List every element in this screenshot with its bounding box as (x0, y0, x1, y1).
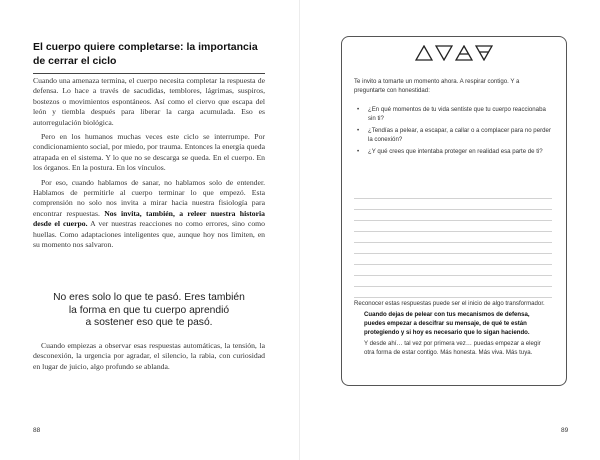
paragraph-3-end: A ver nuestras reacciones no como errores, sino como huellas. Como adaptaciones inteligentes que, aunque hoy nos limiten, en su momento nos salvaron. (33, 219, 265, 250)
elements-icon-row (342, 45, 566, 65)
chapter-title (33, 40, 268, 68)
writing-line (354, 221, 552, 232)
question-text: ¿Y qué crees que intentaba proteger en realidad esa parte de ti? (368, 148, 543, 155)
triangle-up-bar-icon (455, 45, 473, 61)
writing-line (354, 265, 552, 276)
question-text: ¿En qué momentos de tu vida sentiste que tu cuerpo reaccionaba sin ti? (368, 106, 546, 122)
paragraph-4: Cuando empiezas a observar esas respuestas automáticas, la tensión, la desconexión, la urgencia por agradar, el silencio, la rabia, con curiosidad en lugar de juicio, algo profundo se ablanda. (33, 341, 265, 371)
question-text: ¿Tendías a pelear, a escapar, a callar o a complacer para no perder la conexión? (368, 127, 551, 143)
bullet-icon: • (357, 106, 360, 113)
paragraph-3-bold: Nos invita, también, a releer nuestra historia desde el cuerpo. (33, 208, 265, 229)
writing-line (354, 276, 552, 287)
paragraph-1: Cuando una amenaza termina, el cuerpo necesita completar la respuesta de defensa. Lo hace a través de sacudidas, temblores, lágrimas, suspiros, bostezos o movimientos espontáneos. Así como el ciervo que escapa del león y tiembla después para liberar la carga acumulada. Eso es autorregulación biológica. (33, 76, 265, 127)
bullet-icon: • (357, 127, 360, 134)
writing-line (354, 199, 552, 210)
chapter-title-line-1: El cuerpo quiere completarse: la importancia (33, 41, 258, 53)
paragraph-2: Pero en los humanos muchas veces este ciclo se interrumpe. Por condicionamiento social, por miedo, por trauma. Entonces la energía queda atrapada en el sistema. Y lo que no se descarga se queda. En el cuerpo. En los órganos. En la postura. En los vínculos. (33, 132, 265, 173)
closing-line-3: Y desde ahí… tal vez por primera vez… puedas empezar a elegir otra forma de estar contigo. Más honesta. Más viva. Más tuya. (364, 340, 541, 356)
triangle-down-icon (435, 45, 453, 61)
bullet-icon: • (357, 148, 360, 155)
writing-line (354, 287, 552, 298)
pull-quote-line-3: a sostener eso que te pasó. (85, 317, 213, 328)
writing-lines (354, 188, 552, 298)
pull-quote-line-2: la forma en que tu cuerpo aprendió (68, 304, 230, 316)
triangle-up-icon (415, 45, 433, 61)
paragraph-3-start: Por eso, cuando hablamos de sanar, no hablamos solo de entender. Hablamos de permitirle al cuerpo terminar lo que empezó. Esta comprensión no solo nos invita a mirar hacia nuestra fisiología para encontrar respuestas. (33, 177, 265, 218)
list-item (354, 105, 552, 123)
writing-line (354, 254, 552, 265)
body-text-bottom (33, 341, 265, 376)
closing-line-2 (354, 310, 552, 337)
closing-line-1: Reconocer estas respuestas puede ser el inicio de algo transformador. (354, 300, 545, 307)
exercise-closing (354, 299, 552, 359)
exercise-box (341, 36, 567, 386)
writing-line (354, 243, 552, 254)
writing-line (354, 210, 552, 221)
pull-quote (33, 292, 265, 330)
chapter-title-line-2: de cerrar el ciclo (33, 55, 117, 67)
writing-line (354, 232, 552, 243)
page-number-right: 89 (561, 427, 569, 434)
title-rule (33, 73, 265, 74)
writing-line (354, 188, 552, 199)
pull-quote-line-1: No eres solo lo que te pasó. Eres también (53, 292, 245, 303)
reflection-questions (354, 105, 552, 159)
triangle-down-bar-icon (475, 45, 493, 61)
exercise-intro: Te invito a tomarte un momento ahora. A respirar contigo. Y a preguntarte con honestidad: (354, 78, 520, 94)
list-item (354, 126, 552, 144)
list-item (354, 147, 552, 156)
paragraph-3 (33, 178, 265, 251)
page-number-left: 88 (33, 427, 41, 434)
closing-bold: Cuando dejas de pelear con tus mecanismos de defensa, puedes empezar a descifrar su mensaje, de qué te están protegiendo y si hoy es necesario que lo sigan haciendo. (364, 311, 530, 336)
body-text-top (33, 76, 265, 255)
